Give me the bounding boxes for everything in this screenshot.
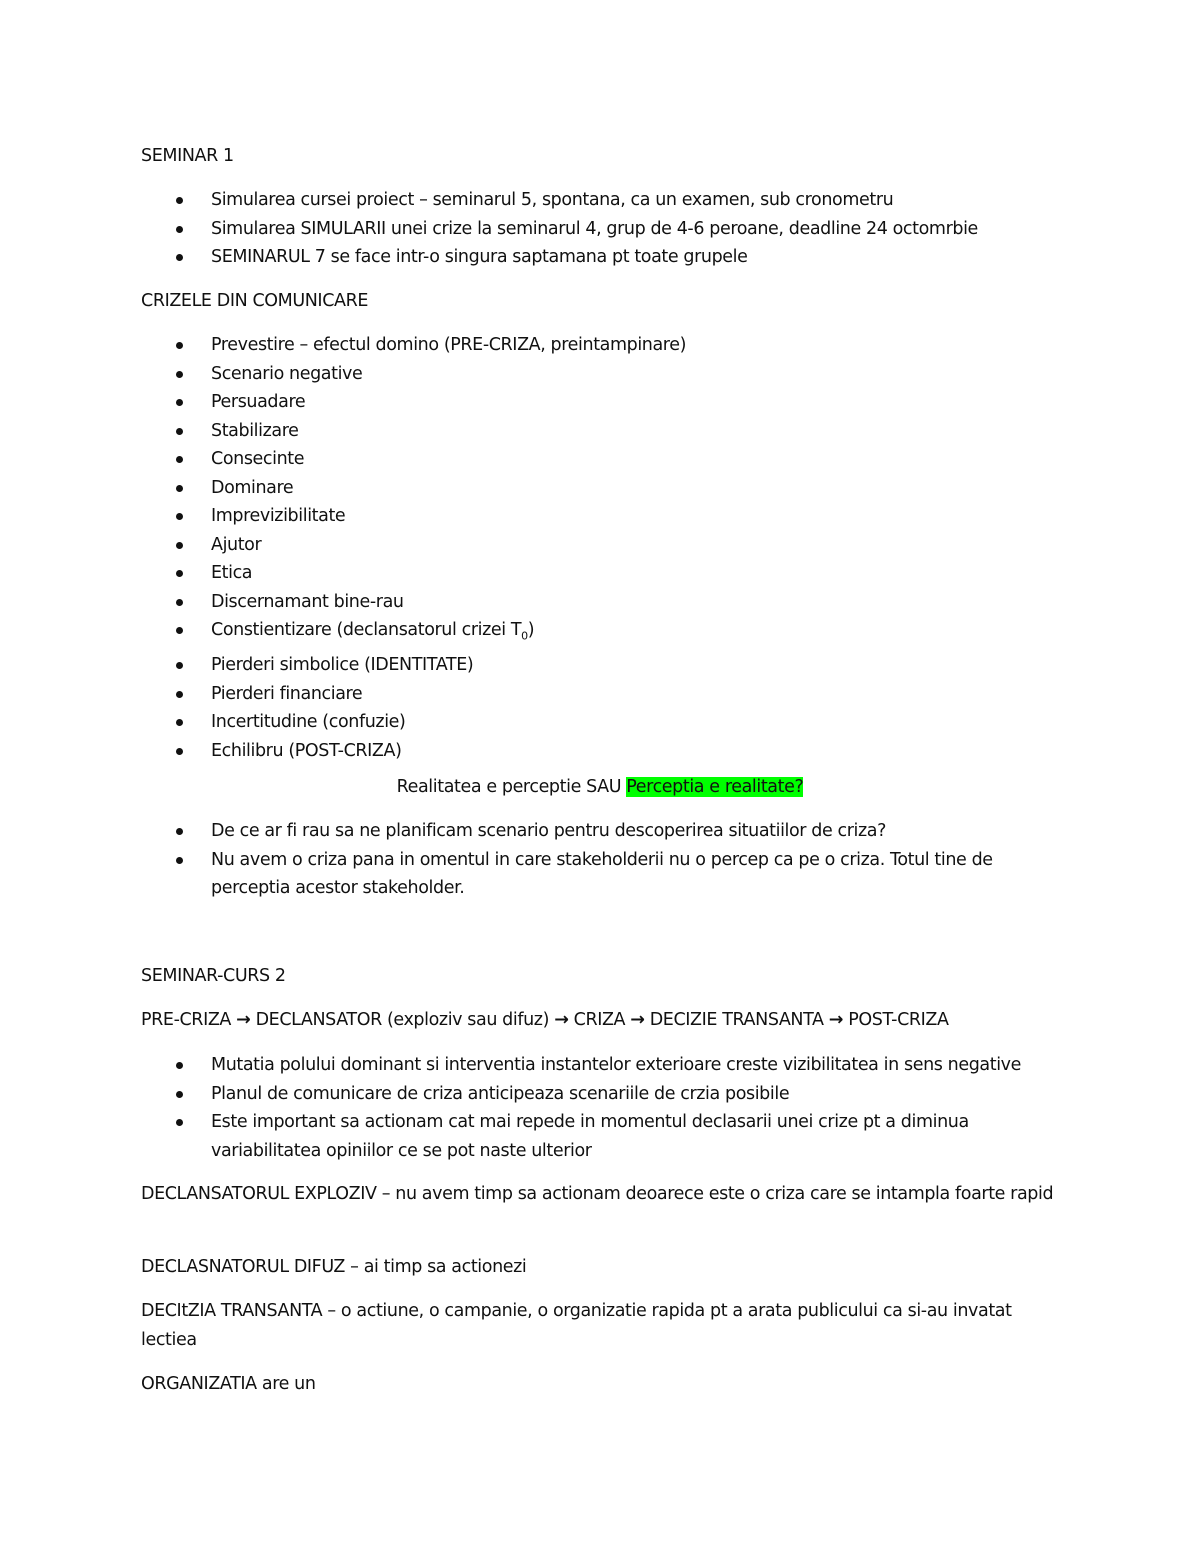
section-title-seminar-1: SEMINAR 1 <box>141 146 234 166</box>
flow-step: POST-CRIZA <box>848 1010 949 1030</box>
list-item: Nu avem o criza pana in omentul in care stakeholderii nu o percep ca pe o criza. Totul tine de perceptia acestor stakeholder. <box>141 846 1061 903</box>
list-item: Mutatia polului dominant si interventia instantelor exterioare creste vizibilitatea in sens negative <box>141 1051 1061 1080</box>
paragraph-declansator-exploziv: DECLANSATORUL EXPLOZIV – nu avem timp sa actionam deoarece este o criza care se intampla foarte rapid <box>141 1184 1054 1204</box>
flow-step: PRE-CRIZA <box>141 1010 231 1030</box>
list-item: Pierderi financiare <box>141 680 1061 709</box>
list-item: SEMINARUL 7 se face intr-o singura saptamana pt toate grupele <box>141 243 1061 272</box>
arrow-right-icon: → <box>236 1010 251 1030</box>
section-title-seminar-curs-2: SEMINAR-CURS 2 <box>141 966 286 986</box>
list-item: Imprevizibilitate <box>141 502 1061 531</box>
flow-step: DECLANSATOR (exploziv sau difuz) <box>255 1010 550 1030</box>
list-item: Discernamant bine-rau <box>141 588 1061 617</box>
list-item: Incertitudine (confuzie) <box>141 708 1061 737</box>
seminar-curs-2-list <box>141 1051 1061 1165</box>
arrow-right-icon: → <box>630 1010 645 1030</box>
arrow-right-icon: → <box>554 1010 569 1030</box>
flow-step: CRIZA <box>573 1010 626 1030</box>
list-item: Simularea cursei proiect – seminarul 5, spontana, ca un examen, sub cronometru <box>141 186 1061 215</box>
list-item-constientizare <box>141 616 1061 651</box>
perceptie-list <box>141 817 1061 903</box>
list-item: Este important sa actionam cat mai repede in momentul declasarii unei crize pt a diminua variabilitatea opiniilor ce se pot naste ulterior <box>141 1108 1061 1165</box>
crisis-flow <box>141 1006 1061 1035</box>
constientizare-close: ) <box>527 620 535 640</box>
list-item: Prevestire – efectul domino (PRE-CRIZA, preintampinare) <box>141 331 1061 360</box>
paragraph-declansator-difuz: DECLASNATORUL DIFUZ – ai timp sa actionezi <box>141 1257 527 1277</box>
subscript-zero: 0 <box>521 629 528 643</box>
list-item: Consecinte <box>141 445 1061 474</box>
paragraph-organizatia: ORGANIZATIA are un <box>141 1374 316 1394</box>
flow-step: DECIZIE TRANSANTA <box>649 1010 824 1030</box>
arrow-right-icon: → <box>828 1010 844 1030</box>
list-item: Scenario negative <box>141 360 1061 389</box>
centered-quote <box>0 773 1200 802</box>
quote-highlight: Perceptia e realitate? <box>626 777 804 797</box>
quote-plain: Realitatea e perceptie SAU <box>396 777 627 797</box>
paragraph-decizia-transanta: DECItZIA TRANSANTA – o actiune, o campanie, o organizatie rapida pt a arata publicului ca si-au invatat lectiea <box>141 1301 1012 1350</box>
list-item: Pierderi simbolice (IDENTITATE) <box>141 651 1061 680</box>
list-item: Ajutor <box>141 531 1061 560</box>
list-item: Echilibru (POST-CRIZA) <box>141 737 1061 766</box>
list-item: Persuadare <box>141 388 1061 417</box>
constientizare-text: Constientizare (declansatorul crizei T <box>211 620 522 640</box>
list-item: Simularea SIMULARII unei crize la seminarul 4, grup de 4-6 peroane, deadline 24 octomrbie <box>141 215 1061 244</box>
list-item: Stabilizare <box>141 417 1061 446</box>
list-item: Etica <box>141 559 1061 588</box>
section-title-crizele: CRIZELE DIN COMUNICARE <box>141 291 369 311</box>
list-item: De ce ar fi rau sa ne planificam scenario pentru descoperirea situatiilor de criza? <box>141 817 1061 846</box>
crizele-list <box>141 331 1061 765</box>
list-item: Planul de comunicare de criza anticipeaza scenariile de crzia posibile <box>141 1080 1061 1109</box>
seminar-1-list <box>141 186 1061 272</box>
list-item: Dominare <box>141 474 1061 503</box>
